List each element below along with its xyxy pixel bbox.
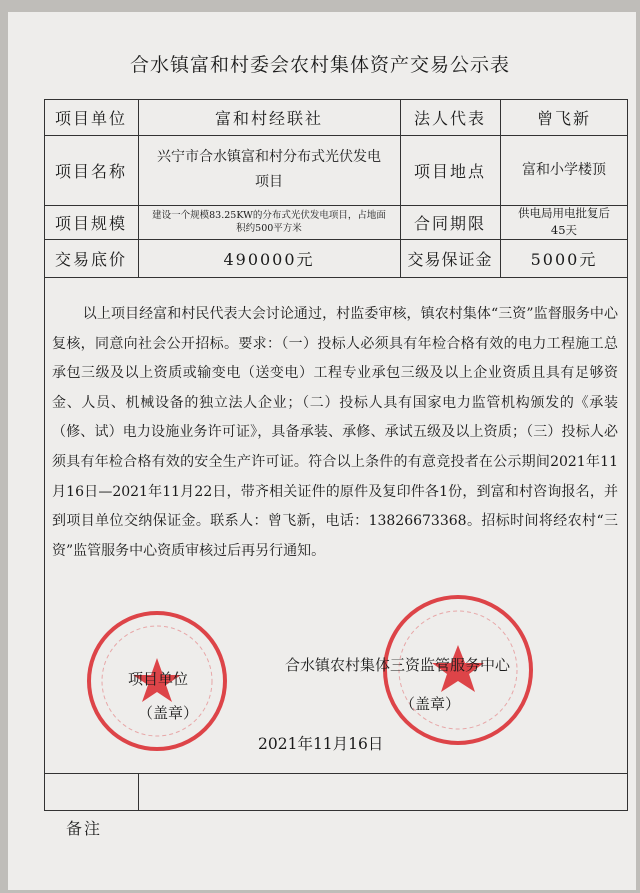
scale-value: 建设一个规模83.25KW的分布式光伏发电项目，占地面积约500平方米 — [152, 210, 386, 234]
deposit-value: 5000元 — [530, 249, 598, 269]
period-label: 合同期限 — [413, 213, 486, 233]
price-value: 490000元 — [223, 249, 315, 269]
deposit-label: 交易保证金 — [407, 249, 493, 269]
project-unit-stamp-note: （盖章） — [138, 704, 199, 722]
col-divider — [138, 773, 139, 811]
price-label: 交易底价 — [54, 249, 127, 269]
document-title: 合水镇富和村委会农村集体资产交易公示表 — [129, 54, 510, 76]
row-divider — [44, 773, 628, 774]
row-divider — [44, 277, 628, 278]
signature-date: 2021年11月16日 — [258, 735, 384, 753]
unit-label: 项目单位 — [54, 108, 127, 128]
period-value: 供电局用电批复后45天 — [518, 206, 610, 237]
supervision-center-signature: 合水镇农村集体三资监管服务中心 — [285, 656, 511, 674]
announcement-body — [52, 300, 618, 566]
remarks-label: 备注 — [66, 818, 103, 838]
rep-value: 曾飞新 — [536, 108, 591, 128]
project-unit-signature: 项目单位 — [128, 670, 189, 688]
unit-value: 富和村经联社 — [214, 108, 323, 128]
name-value: 兴宁市合水镇富和村分布式光伏发电项目 — [157, 149, 381, 190]
rep-label: 法人代表 — [413, 108, 486, 128]
scale-label: 项目规模 — [54, 213, 127, 233]
location-value: 富和小学楼顶 — [522, 161, 606, 178]
name-label: 项目名称 — [54, 161, 127, 181]
announcement-text: 以上项目经富和村民代表大会讨论通过，村监委审核，镇农村集体“三资”监督服务中心复核，同意向社会公开招标。要求：（一）投标人必须具有年检合格有效的电力工程施工总承包三级及以上资质或输变电（送变电）工程专业承包三级及以上企业资质且具有足够资金、人员、机械设备的独立法人企业；（二）投标人具有国家电力监管机构颁发的《承装（修、试）电力设施业务许可证》，具备承装、承修、承试五级及以上资质；（三）投标人必须具有年检合格有效的安全生产许可证。符合以上条件的有意竞投者在公示期间2021年11月16日—2021年11月22日，带齐相关证件的原件及复印件各1份，到富和村咨询报名，并到项目单位交纳保证金。联系人：曾飞新，电话：13826673368。招标时间将经农村“三资”监管服务中心资质审核过后再另行通知。 — [52, 306, 618, 559]
supervision-center-stamp-note: （盖章） — [400, 695, 461, 713]
location-label: 项目地点 — [413, 161, 486, 181]
